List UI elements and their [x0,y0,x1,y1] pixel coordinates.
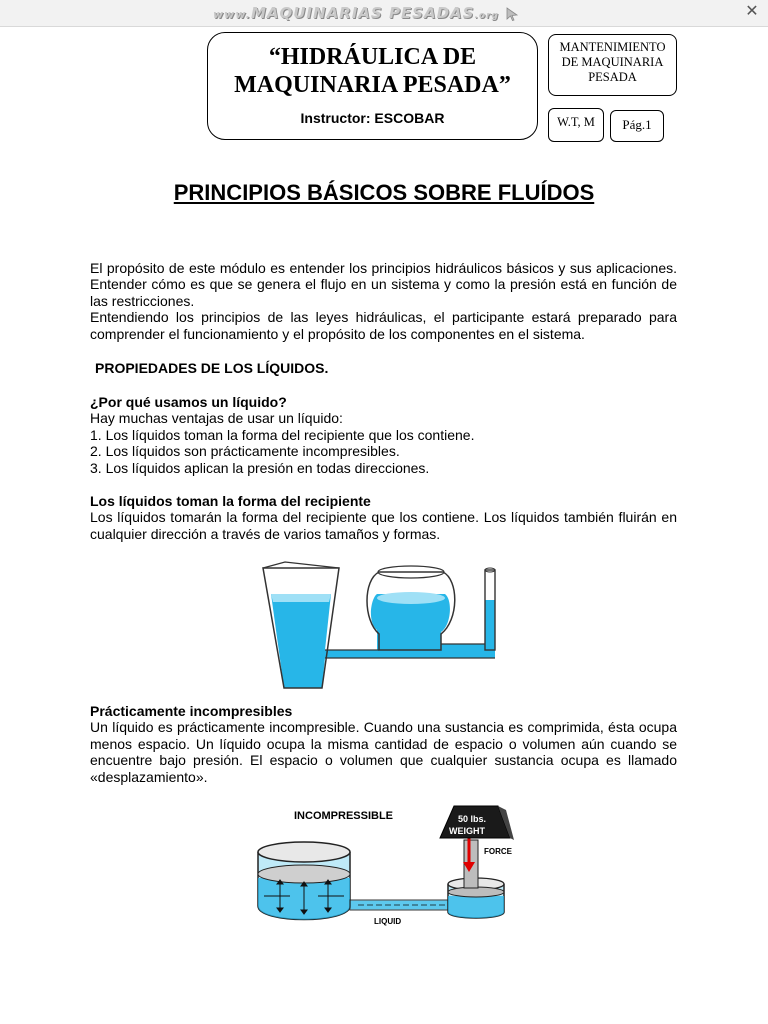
vessel-liquid [271,594,495,688]
incompressible-text: Un líquido es prácticamente incompresible. Cuando una sustancia es comprimida, ésta ocupa menos espacio. Un líquido ocupa la misma cantidad de espacio o volumen aún cuando se encuentre bajo presión. El espacio o volumen que cualquier sustancia ocupa es llamado «desplazamiento». [90,719,677,785]
why-list-item-1: 1. Los líquidos toman la forma del recipiente que los contiene. [90,426,475,443]
force-label: FORCE [484,847,512,856]
vessel-surface-1 [271,594,331,602]
shape-section [90,493,677,542]
incompressible-title: INCOMPRESSIBLE [294,810,394,822]
communicating-vessels-figure [255,560,515,695]
why-liquid-intro: Hay muchas ventajas de usar un líquido: [90,410,343,427]
shape-text: Los líquidos tomarán la forma del recipiente que los contiene. Los líquidos también fluirán en cualquier dirección a través de varios tamaños y formas. [90,509,677,542]
incompressible-heading: Prácticamente incompresibles [90,703,293,719]
weight-line-2: WEIGHT [449,826,485,836]
large-cylinder-top [258,842,350,862]
tapered-vessel-rim [263,562,339,568]
site-watermark [213,4,573,24]
intro-text [90,260,677,342]
why-liquid-section [90,394,677,476]
shape-heading: Los líquidos toman la forma del recipiente [90,493,371,509]
liquid-label: LIQUID [374,917,402,926]
connecting-line [350,900,454,910]
title-box [207,32,538,140]
small-cylinder-liquid [448,896,504,918]
watermark-tld: .org [474,11,499,21]
code-box: W.T, M [548,108,604,142]
intro-paragraph-1: El propósito de este módulo es entender los principios hidráulicos básicos y sus aplicaciones. Entender cómo es que se genera el flujo en un sistema y como la presión está en función de las restricciones. [90,260,677,309]
properties-heading: PROPIEDADES DE LOS LÍQUIDOS. [95,360,329,376]
vessel-surface-2 [377,592,445,604]
instructor-label: Instructor: ESCOBAR [300,110,445,126]
page-number-box: Pág.1 [610,110,664,142]
cursor-icon [505,7,519,21]
intro-paragraph-2: Entendiendo los principios de las leyes hidráulicas, el participante estará preparado para comprender el funcionamiento y el propósito de los componentes en el sistema. [90,309,677,342]
document-title: “HIDRÁULICA DE MAQUINARIA PESADA” [234,44,511,98]
why-liquid-heading: ¿Por qué usamos un líquido? [90,394,287,410]
why-list-item-3: 3. Los líquidos aplican la presión en todas direcciones. [90,459,430,476]
close-icon[interactable]: ✕ [745,3,759,20]
watermark-www: www. [213,8,251,21]
weight-line-1: 50 lbs. [458,814,487,824]
why-list-item-2: 2. Los líquidos son prácticamente incompresibles. [90,443,400,460]
top-banner [0,0,768,27]
watermark-name: MAQUINARIAS PESADAS [250,4,475,22]
main-heading: PRINCIPIOS BÁSICOS SOBRE FLUÍDOS [173,180,595,205]
course-box: MANTENIMIENTO DE MAQUINARIA PESADA [548,34,677,96]
incompressible-figure [250,800,530,930]
large-cylinder-piston [258,865,350,883]
incompressible-section [90,703,677,785]
